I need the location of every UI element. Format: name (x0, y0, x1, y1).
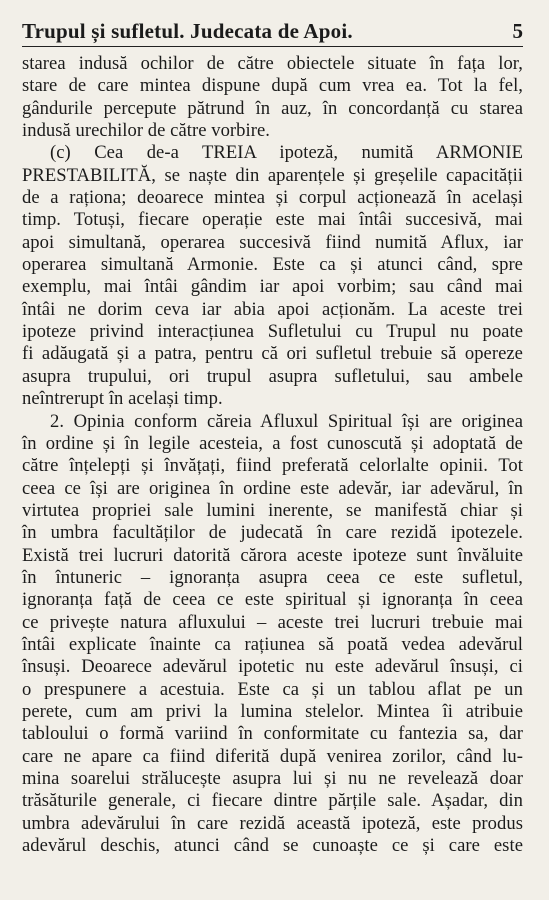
text-line: exemplu, mai întâi gândim iar apoi vorbim; sau când mai (22, 276, 523, 298)
text-line: asupra trupului, ori trupul asupra sufletului, sau ambele (22, 365, 523, 387)
text-line: întâi explicate înainte ca rațiunea să poată vedea adevărul (22, 633, 523, 655)
text-line: 2. Opinia conform căreia Afluxul Spiritual își are originea (50, 410, 523, 432)
page-number: 5 (512, 19, 523, 43)
running-title: Trupul și sufletul. Judecata de Apoi. (22, 19, 353, 43)
text-line: apoi simultană, operarea succesivă fiind numită Aflux, iar (22, 231, 523, 253)
text-line: întâi ne dorim ceva iar abia apoi acționăm. La aceste trei (22, 298, 523, 320)
text-line: mina soarelui strălucește asupra lui și nu ne revelează doar (22, 768, 523, 789)
text-line: ce privește natura afluxului – aceste trei lucruri trebuie mai (22, 611, 523, 633)
text-line: către înțelepți și învățați, fiind preferată celorlalte opinii. Tot (22, 455, 523, 477)
running-header (22, 18, 523, 47)
text-line: însuși. Deoarece adevărul ipotetic nu este adevărul însuși, ci (22, 656, 523, 678)
text-line: o prespunere a acestuia. Este ca și un tablou aflat pe un (22, 678, 523, 700)
text-line: fi adăugată și a patra, pentru că ori sufletul trebuie să opereze (22, 343, 523, 365)
text-line: adevărul deschis, atunci când se cunoaște ce și care este (22, 835, 523, 857)
text-line: în ordine și în legile acesteia, a fost cunoscută și adoptată de (22, 432, 523, 454)
text-line: trăsăturile generale, ci fiecare dintre părțile sale. Așadar, din (22, 790, 523, 812)
text-line: în întuneric – ignoranța asupra ceea ce este sufletul, (22, 566, 523, 588)
text-line: ceea ce își are originea în ordine este adevăr, iar adevărul, în (22, 477, 523, 499)
text-line: stare de care mintea dispune după cum vrea ea. Tot la fel, (22, 75, 523, 97)
text-line: în umbra facultăților de judecată în care rezidă ipotezele. (22, 522, 523, 544)
text-line: care ne apare ca fiind diferită după venirea zorilor, când lu- (22, 745, 523, 767)
text-line: neîntrerupt în același timp. (22, 388, 223, 410)
text-line: ignoranța față de ceea ce este spiritual și ignoranța în ceea (22, 589, 523, 611)
text-line: Există trei lucruri datorită cărora aceste ipoteze sunt învăluite (22, 544, 523, 566)
text-line: perete, cum am privi la lumina stelelor. Mintea îi atribuie (22, 700, 523, 722)
text-line: (c) Cea de-a TREIA ipoteză, numită ARMONIE (50, 142, 523, 164)
text-line: operarea simultană Armonie. Este ca și atunci când, spre (22, 254, 523, 276)
body-text (22, 53, 523, 857)
text-line: timp. Totuși, fiecare operație este mai întâi succesivă, mai (22, 209, 523, 231)
text-line: starea indusă ochilor de către obiectele situate în fața lor, (22, 53, 523, 74)
text-line: gândurile percepute pătrund în auz, în concordanță cu starea (22, 97, 523, 119)
text-line: virtutea propriei sale lumini inerente, se manifestă chiar și (22, 499, 523, 521)
text-line: indusă urechilor de către vorbire. (22, 120, 270, 142)
text-line: umbra adevărului în care rezidă această ipoteză, este produs (22, 812, 523, 834)
text-line: de a raționa; deoarece mintea și corpul acționează în același (22, 187, 523, 209)
text-line: ipoteze privind interacțiunea Sufletului cu Trupul nu poate (22, 321, 523, 343)
text-line: PRESTABILITĂ, se naște din aparențele și greșelile capacității (22, 164, 523, 186)
text-line: tabloului o formă variind în conformitate cu fantezia sa, dar (22, 723, 523, 745)
